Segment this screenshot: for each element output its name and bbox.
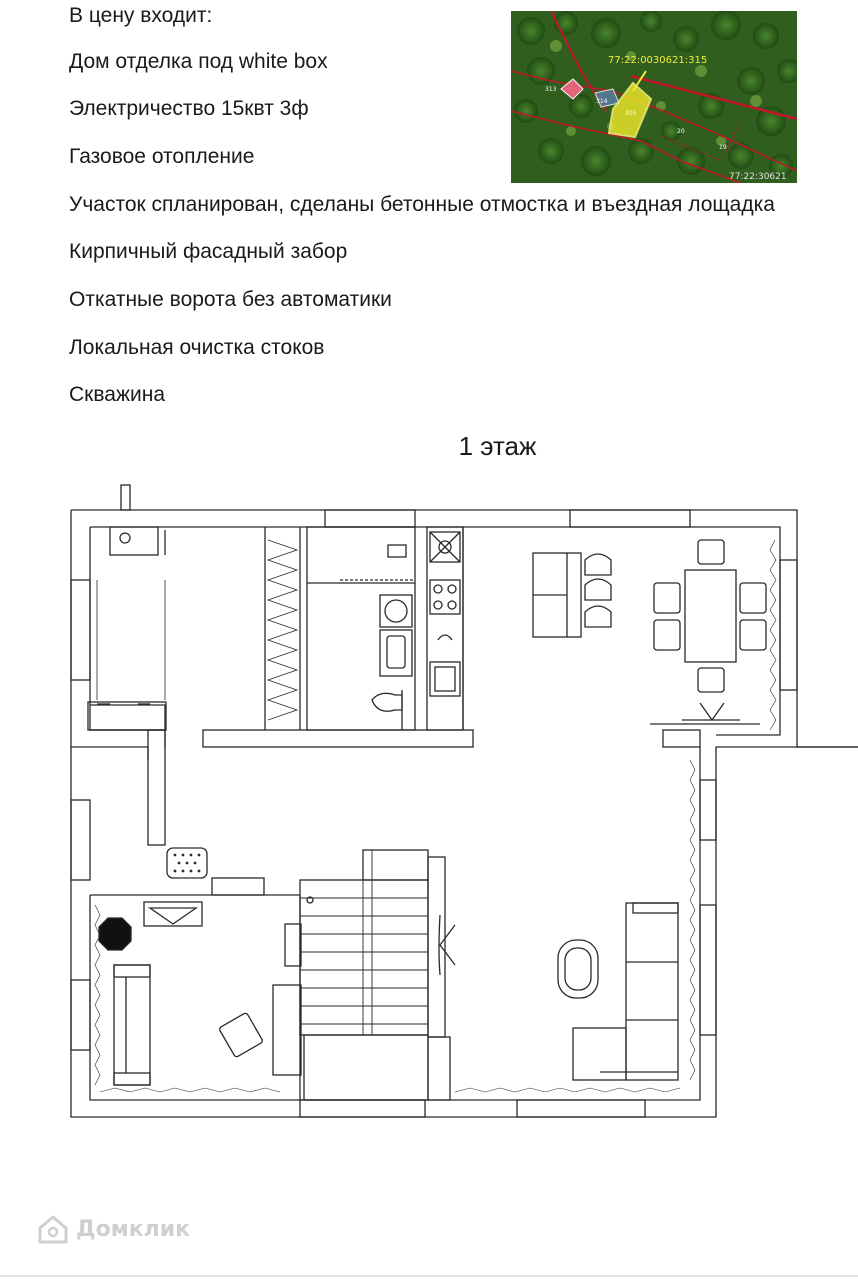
plot-label: 20 [677, 128, 685, 135]
floor-plan-drawing [0, 470, 858, 1150]
watermark-text: Домклик [76, 1216, 191, 1242]
feature-item: Электричество 15квт 3ф [69, 97, 309, 120]
floor-plan-title: 1 этаж [458, 431, 537, 461]
bottom-divider [0, 1275, 858, 1277]
cadastral-satellite-map [511, 11, 797, 183]
plot-label: 314 [596, 98, 608, 105]
feature-item: Газовое отопление [69, 145, 255, 168]
cadastral-number-label: 77:22:0030621:315 [608, 55, 708, 66]
house-logo-icon [36, 1212, 70, 1246]
feature-item: Откатные ворота без автоматики [69, 288, 392, 311]
feature-item: Кирпичный фасадный забор [69, 240, 348, 263]
feature-item: Дом отделка под white box [69, 50, 328, 73]
plot-label: 315 [625, 110, 637, 117]
domclick-watermark [36, 1212, 190, 1246]
feature-item: Локальная очистка стоков [69, 336, 325, 359]
feature-item: Скважина [69, 383, 166, 406]
plot-label: 19 [719, 144, 727, 151]
feature-item: Участок спланирован, сделаны бетонные отмостка и въездная лощадка [69, 193, 775, 216]
plot-label: 313 [545, 86, 557, 93]
features-heading: В цену входит: [69, 4, 213, 27]
cadastral-short-label: 77:22:30621 [729, 172, 787, 182]
